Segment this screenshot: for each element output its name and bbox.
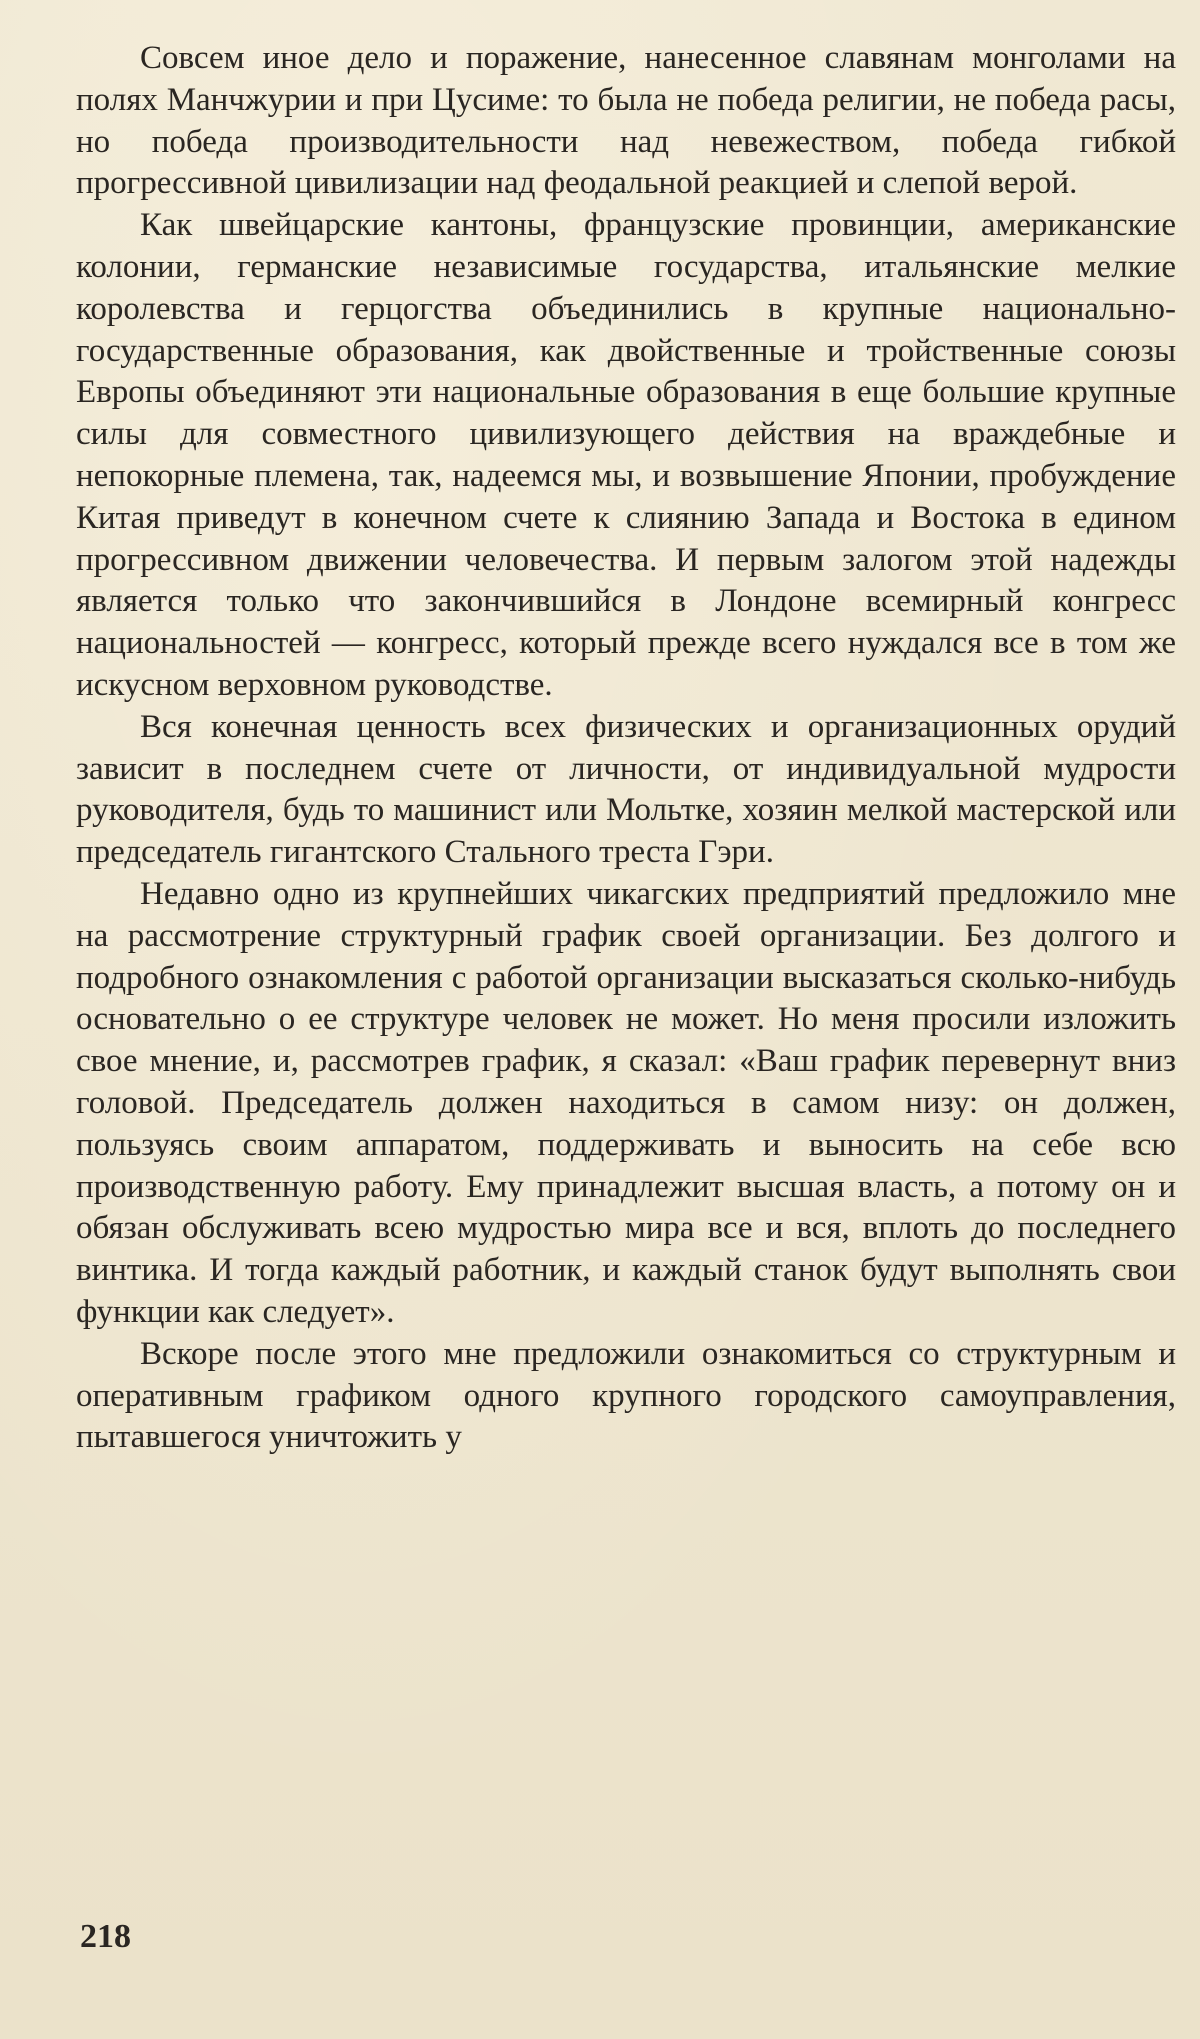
paragraph-5: Вскоре после этого мне предложили ознакомиться со структурным и оперативным графиком одного крупного городского самоуправления, пытавшегося уничтожить у — [76, 1335, 1176, 1456]
paragraph-3: Вся конечная ценность всех физических и организационных орудий зависит в последнем счете от личности, от индивидуальной мудрости руководителя, будь то машинист или Мольтке, хозяин мелкой мастерской или председатель гигантского Стального треста Гэри. — [76, 708, 1176, 871]
body-text — [76, 38, 1176, 1459]
paragraph-2: Как швейцарские кантоны, французские провинции, американские колонии, германские независимые государства, итальянские мелкие королевства и герцогства объединились в крупные национально-государственные образования, как двойственные и тройственные союзы Европы объединяют эти национальные образования в еще большие крупные силы для совместного цивилизующего действия на враждебные и непокорные племена, так, надеемся мы, и возвышение Японии, пробуждение Китая приведут в конечном счете к слиянию Запада и Востока в едином прогрессивном движении человечества. И первым залогом этой надежды является только что закончившийся в Лондоне всемирный конгресс национальностей — конгресс, который прежде всего нуждался все в том же искусном верховном руководстве. — [76, 207, 1176, 703]
paragraph-1: Совсем иное дело и поражение, нанесенное славянам монголами на полях Манчжурии и при Цусиме: то была не победа религии, не победа расы, но победа производительности над невежеством, победа гибкой прогрессивной цивилизации над феодальной реакцией и слепой верой. — [76, 40, 1176, 202]
page-number: 218 — [80, 1918, 131, 1955]
paragraph-4: Недавно одно из крупнейших чикагских предприятий предложило мне на рассмотрение структурный график своей организации. Без долгого и подробного ознакомления с работой организации высказаться сколько-нибудь основательно о ее структуре человек не может. Но меня просили изложить свое мнение, и, рассмотрев график, я сказал: «Ваш график перевернут вниз головой. Председатель должен находиться в самом низу: он должен, пользуясь своим аппаратом, поддерживать и выносить на себе всю производственную работу. Ему принадлежит высшая власть, а потому он и обязан обслуживать всею мудростью мира все и вся, вплоть до последнего винтика. И тогда каждый работник, и каждый станок будут выполнять свои функции как следует». — [76, 875, 1176, 1330]
